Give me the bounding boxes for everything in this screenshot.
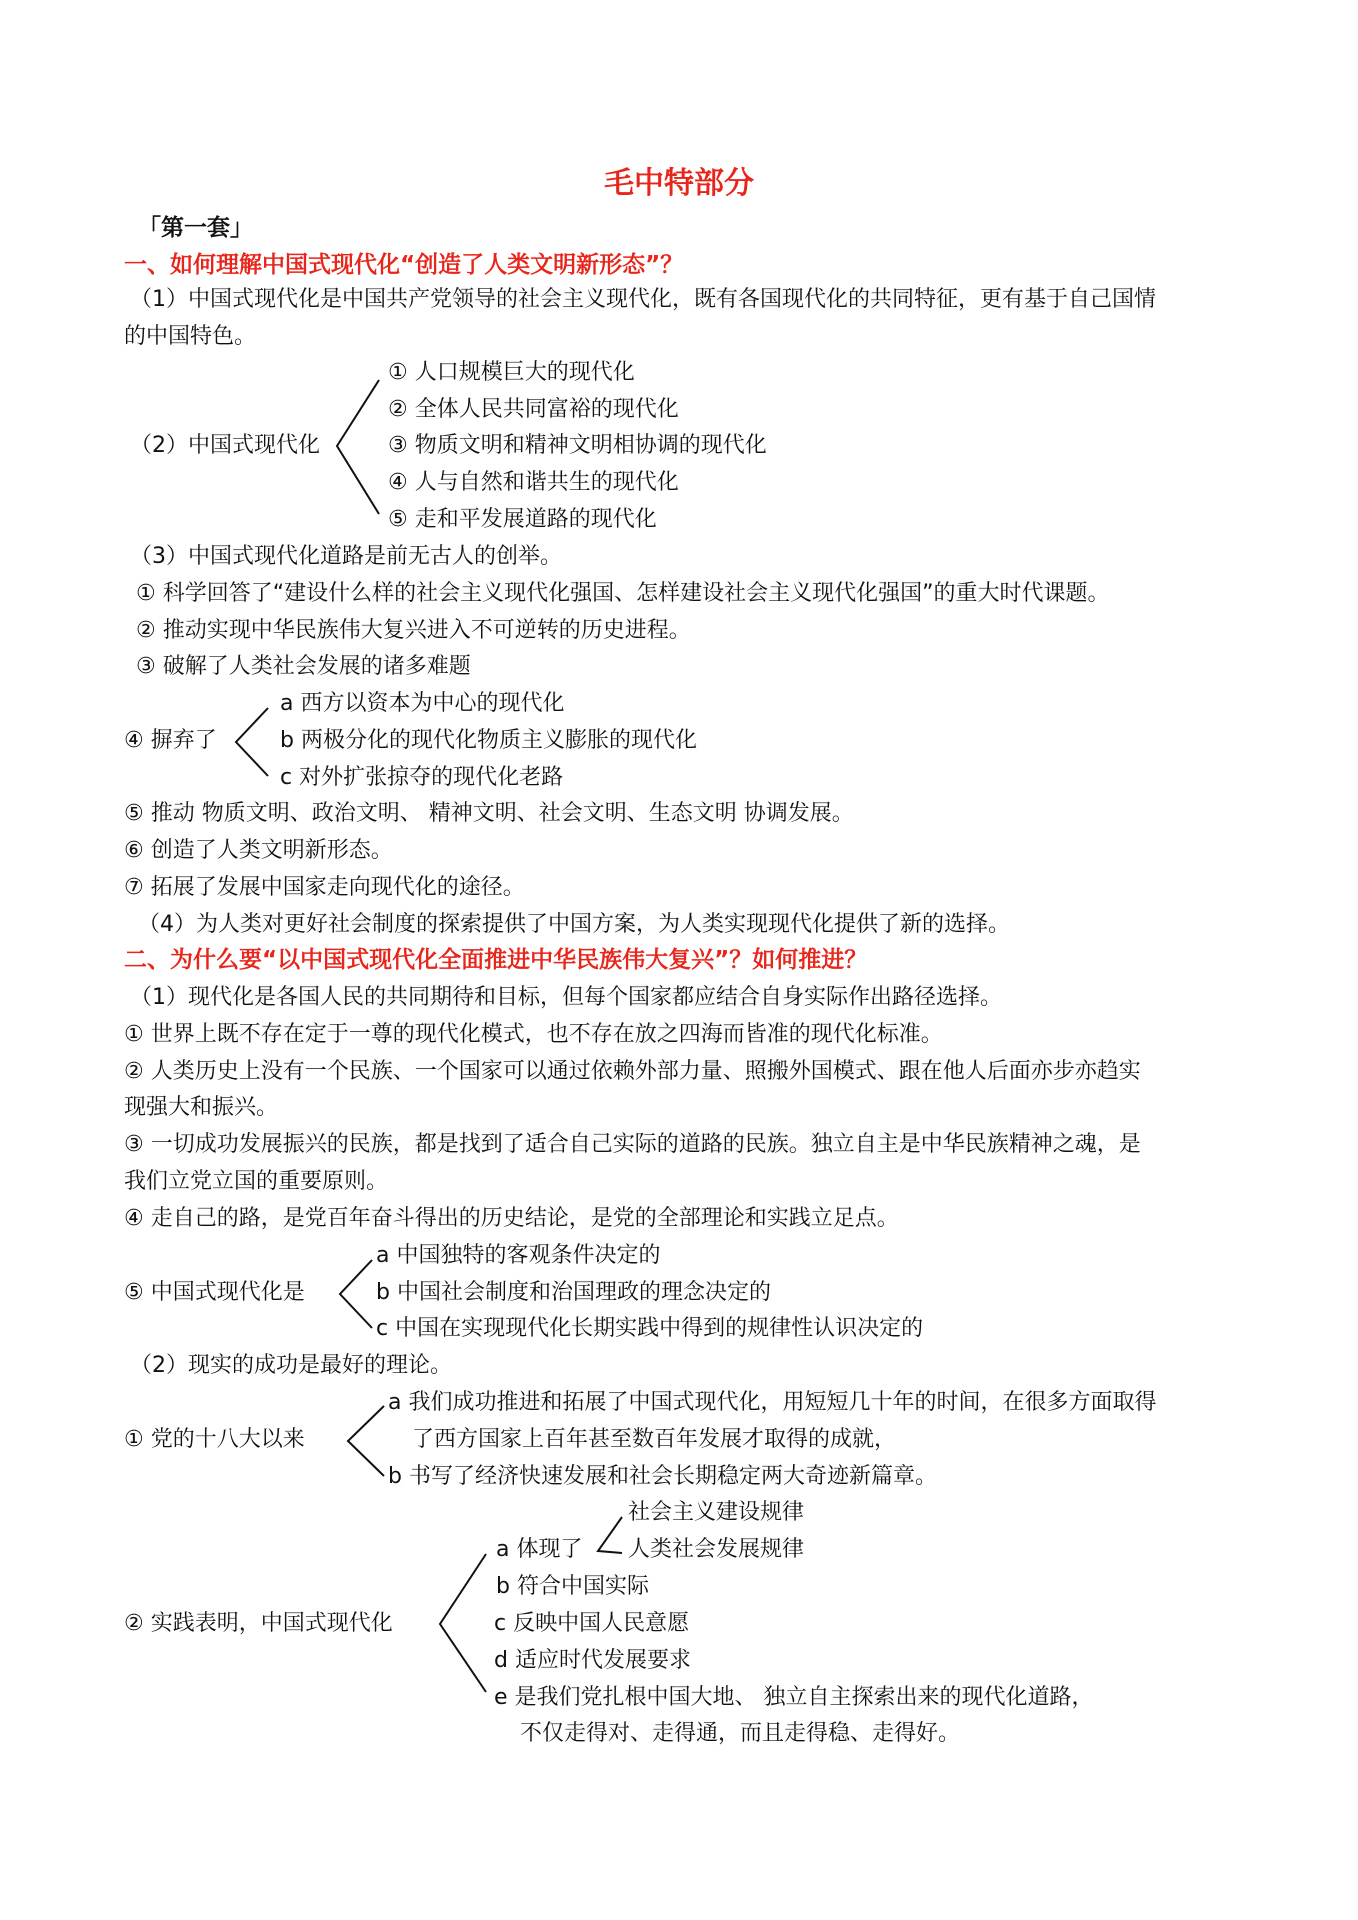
q2-p2-2-item-e-line1: e 是我们党扎根中国大地、 独立自主探索出来的现代化道路， [494,1685,1094,1710]
q1-p1-line2: 的中国特色。 [124,324,257,349]
q2-p1-item-5-label: ⑤ 中国式现代化是 [124,1280,305,1305]
q1-p3-item-2: ② 推动实现中华民族伟大复兴进入不可逆转的历史进程。 [136,618,691,643]
q2-p2-2-brace [436,1552,490,1696]
q1-heading: 一、如何理解中国式现代化“创造了人类文明新形态”？ [124,252,684,278]
q2-p1-item-1: ① 世界上既不存在定于一尊的现代化模式，也不存在放之四海而皆准的现代化标准。 [124,1022,943,1047]
q1-p2-label: （2）中国式现代化 [130,433,320,458]
q2-p2-2-item-d: d 适应时代发展要求 [494,1648,691,1673]
q2-p2-head: （2）现实的成功是最好的理论。 [130,1353,452,1378]
q1-p3-item-6: ⑥ 创造了人类文明新形态。 [124,838,393,863]
q2-p2-2-a-item-1: 社会主义建设规律 [628,1500,805,1525]
q1-p2-item-4: ④ 人与自然和谐共生的现代化 [388,470,679,495]
q1-p3-4-label: ④ 摒弃了 [124,728,217,753]
q1-p2-item-1: ① 人口规模巨大的现代化 [388,360,635,385]
q1-p2-item-5: ⑤ 走和平发展道路的现代化 [388,507,657,532]
q1-p3-4-item-a: a 西方以资本为中心的现代化 [280,691,565,716]
q2-p2-2-a-brace [594,1515,626,1555]
q2-p2-2-a-item-2: 人类社会发展规律 [628,1537,805,1562]
q2-p2-1-a-line1: a 我们成功推进和拓展了中国式现代化，用短短几十年的时间，在很多方面取得 [388,1390,1157,1415]
q2-p2-2-item-c: c 反映中国人民意愿 [494,1611,690,1636]
set-label: 「第一套」 [138,215,253,241]
q2-p2-2-label: ② 实践表明，中国式现代化 [124,1611,393,1636]
q2-p2-2-a-label: a 体现了 [496,1537,583,1562]
q2-p1-item-5-a: a 中国独特的客观条件决定的 [376,1243,661,1268]
q2-p1-item-3-line2: 我们立党立国的重要原则。 [124,1169,389,1194]
q2-p2-2-item-e-line2: 不仅走得对、走得通，而且走得稳、走得好。 [520,1721,961,1746]
q1-p1-line1: （1）中国式现代化是中国共产党领导的社会主义现代化，既有各国现代化的共同特征，更有基于自己国情 [130,287,1157,312]
q2-p1-item-2-line1: ② 人类历史上没有一个民族、一个国家可以通过依赖外部力量、照搬外国模式、跟在他人后面亦步亦趋实 [124,1059,1141,1084]
q1-p2-brace [333,378,383,518]
q1-p3-head: （3）中国式现代化道路是前无古人的创举。 [130,544,562,569]
q1-p3-item-3: ③ 破解了人类社会发展的诸多难题 [136,654,471,679]
q2-p1-item-2-line2: 现强大和振兴。 [124,1095,279,1120]
q1-p2-item-2: ② 全体人民共同富裕的现代化 [388,397,679,422]
q1-p3-item-1: ① 科学回答了“建设什么样的社会主义现代化强国、怎样建设社会主义现代化强国”的重大时代课题。 [136,581,1110,606]
q2-p2-1-label: ① 党的十八大以来 [124,1427,305,1452]
q1-p3-4-brace [232,706,272,780]
q2-p1-item-4: ④ 走自己的路，是党百年奋斗得出的历史结论，是党的全部理论和实践立足点。 [124,1206,899,1231]
q2-p1-item-5-c: c 中国在实现现代化长期实践中得到的规律性认识决定的 [376,1316,924,1341]
q2-heading: 二、为什么要“以中国式现代化全面推进中华民族伟大复兴”？如何推进？ [124,947,868,973]
q2-p2-2-item-b: b 符合中国实际 [496,1574,649,1599]
q1-p3-item-7: ⑦ 拓展了发展中国家走向现代化的途径。 [124,875,525,900]
q1-p2-item-3: ③ 物质文明和精神文明相协调的现代化 [388,433,767,458]
q2-p2-1-brace [344,1404,388,1480]
page-title: 毛中特部分 [604,166,754,201]
q2-p1-item-5-b: b 中国社会制度和治国理政的理念决定的 [376,1280,771,1305]
q2-p1-item-5-brace [336,1258,376,1332]
q2-p1-item-3-line1: ③ 一切成功发展振兴的民族，都是找到了适合自己实际的道路的民族。独立自主是中华民族精神之魂，是 [124,1132,1141,1157]
q2-p2-1-a-line2: 了西方国家上百年甚至数百年发展才取得的成就， [412,1427,897,1452]
q2-p2-1-b: b 书写了经济快速发展和社会长期稳定两大奇迹新篇章。 [388,1464,937,1489]
q1-p4: （4）为人类对更好社会制度的探索提供了中国方案，为人类实现现代化提供了新的选择。 [138,912,1011,937]
q2-p1-head: （1）现代化是各国人民的共同期待和目标，但每个国家都应结合自身实际作出路径选择。 [130,985,1003,1010]
q1-p3-item-5: ⑤ 推动 物质文明、政治文明、 精神文明、社会文明、生态文明 协调发展。 [124,801,854,826]
q1-p3-4-item-c: c 对外扩张掠夺的现代化老路 [280,765,564,790]
q1-p3-4-item-b: b 两极分化的现代化物质主义膨胀的现代化 [280,728,697,753]
